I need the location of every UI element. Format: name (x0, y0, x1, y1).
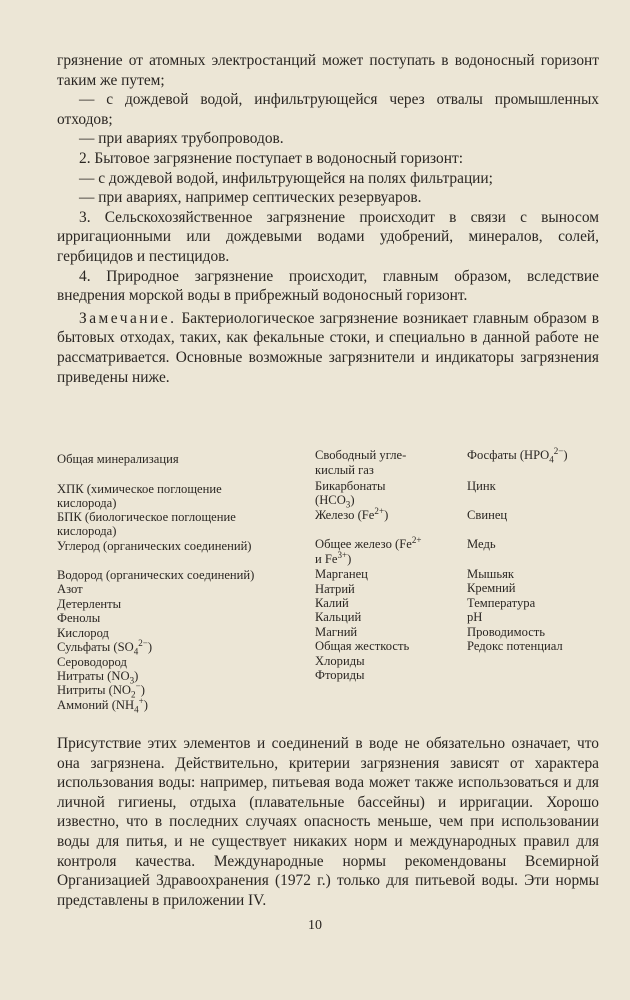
cell-text: Железо (Fe (315, 508, 375, 522)
table-cell: Мышьяк (467, 567, 515, 581)
table-cell: Магний (315, 625, 358, 639)
table-cell: Углерод (органических соединений) (57, 539, 252, 553)
table-cell: Нитриты $(NO_2^-)$ (57, 680, 145, 700)
table-cell: БПК (биологическое поглощение (57, 510, 236, 524)
cell-text: Общее железо (Fe (315, 537, 412, 551)
note-text: Бактериологическое загрязнение возникает главным образом в бытовых отходах, таких, как фекальные стоки, и специально в данной работе не рассматривается. Основные возможные загрязнители и индикаторы загрязнения приведены ниже. (57, 309, 599, 386)
cell-text: (HCO (315, 493, 346, 507)
table-cell: Бикарбонаты (315, 479, 386, 493)
table-cell: Железо $(Fe^{2+})$ (315, 505, 389, 522)
table-cell: $(HCO_3)$ (315, 493, 355, 510)
list-item: — при авариях трубопроводов. (79, 130, 284, 148)
table-cell: и $Fe^{3+}$) (315, 549, 352, 566)
table-cell: Проводимость (467, 625, 546, 639)
table-cell: Натрий (315, 582, 355, 596)
table-cell: Свободный угле- (315, 448, 407, 462)
table-cell: Общая жесткость (315, 639, 410, 653)
table-cell: Кислород (57, 626, 109, 640)
list-item: — с дождевой водой, инфильтрующейся на полях фильтрации; (79, 169, 493, 187)
cell-text: Фосфаты (HPO (467, 448, 550, 462)
table-cell: Общая минерализация (57, 452, 179, 466)
body-text-top (57, 51, 599, 387)
table-cell: Цинк (467, 479, 496, 493)
paragraph: Присутствие этих элементов и соединений в воде не обязательно означает, что она загрязнена. Действительно, критерии загрязнения зависят от характера использования воды: например, питьевая вода может также использоваться и для личной гигиены, отдыха (плавательные бассейны) и ирригации. Хорошо известно, что в последних случаях опасность меньше, чем при использовании воды для питья, и не существует никаких норм и международных правил для контроля качества. Международные нормы рекомендованы Всемирной Организацией Здравоохранения (1972 г.) только для питьевой воды. Эти нормы представлены в приложении IV. (57, 735, 599, 909)
paragraph: 3. Сельскохозяйственное загрязнение происходит в связи с выносом ирригационными или дождевыми водами удобрений, минералов, солей, гербицидов и пестицидов. (57, 208, 599, 265)
note-label: Замечание. (79, 309, 177, 327)
table-cell: Общее железо ($Fe^{2+}$ (315, 534, 422, 551)
table-cell: Свинец (467, 508, 508, 522)
table-cell: Кальций (315, 610, 362, 624)
list-item: — при авариях, например септических резервуаров. (79, 189, 422, 207)
table-cell: Фенолы (57, 611, 101, 625)
body-text-bottom (57, 734, 599, 910)
table-cell: Кремний (467, 581, 516, 595)
cell-text: Нитраты (NO (57, 669, 130, 683)
table-cell: Хлориды (315, 654, 365, 668)
note-paragraph (57, 309, 599, 387)
table-cell: Редокс потенциал (467, 639, 563, 653)
table-cell: Фосфаты $(HPO_4^{2-})$ (467, 445, 568, 465)
table-cell: Сульфаты $(SO_4^{2-})$ (57, 637, 153, 657)
cell-text: Сульфаты (SO (57, 640, 134, 654)
page-number: 10 (308, 918, 322, 933)
table-cell: кислый газ (315, 463, 374, 477)
table-cell: кислорода) (57, 496, 117, 510)
table-cell: Температура (467, 596, 536, 610)
cell-text: Нитриты (NO (57, 683, 132, 697)
pollutants-table (0, 445, 630, 720)
table-cell: Сероводород (57, 655, 127, 669)
table-cell: Аммоний $(NH_4^+)$ (57, 695, 148, 715)
paragraph: 2. Бытовое загрязнение поступает в водоносный горизонт: (79, 149, 463, 167)
table-cell: Марганец (315, 567, 368, 581)
list-item: — с дождевой водой, инфильтрующейся через отвалы промышленных отходов; (57, 91, 599, 128)
table-cell: Азот (57, 582, 83, 596)
table-cell: кислорода) (57, 524, 117, 538)
paragraph: грязнение от атомных электростанций может поступать в водоносный горизонт таким же путем; (57, 52, 599, 89)
table-cell: Медь (467, 537, 496, 551)
table-cell: Водород (органических соединений) (57, 568, 255, 582)
cell-text: Аммоний (NH (57, 698, 135, 712)
table-cell: ХПК (химическое поглощение (57, 482, 222, 496)
table-cell: Детерленты (57, 597, 122, 611)
table-cell: Нитраты $(NO_3)$ (57, 669, 139, 686)
table-cell: Калий (315, 596, 349, 610)
paragraph: 4. Природное загрязнение происходит, главным образом, вследствие внедрения морской воды в прибрежный водоносный горизонт. (57, 267, 599, 305)
table-cell: Фториды (315, 668, 365, 682)
table-cell: pH (467, 610, 483, 624)
cell-text: и Fe (315, 552, 338, 566)
